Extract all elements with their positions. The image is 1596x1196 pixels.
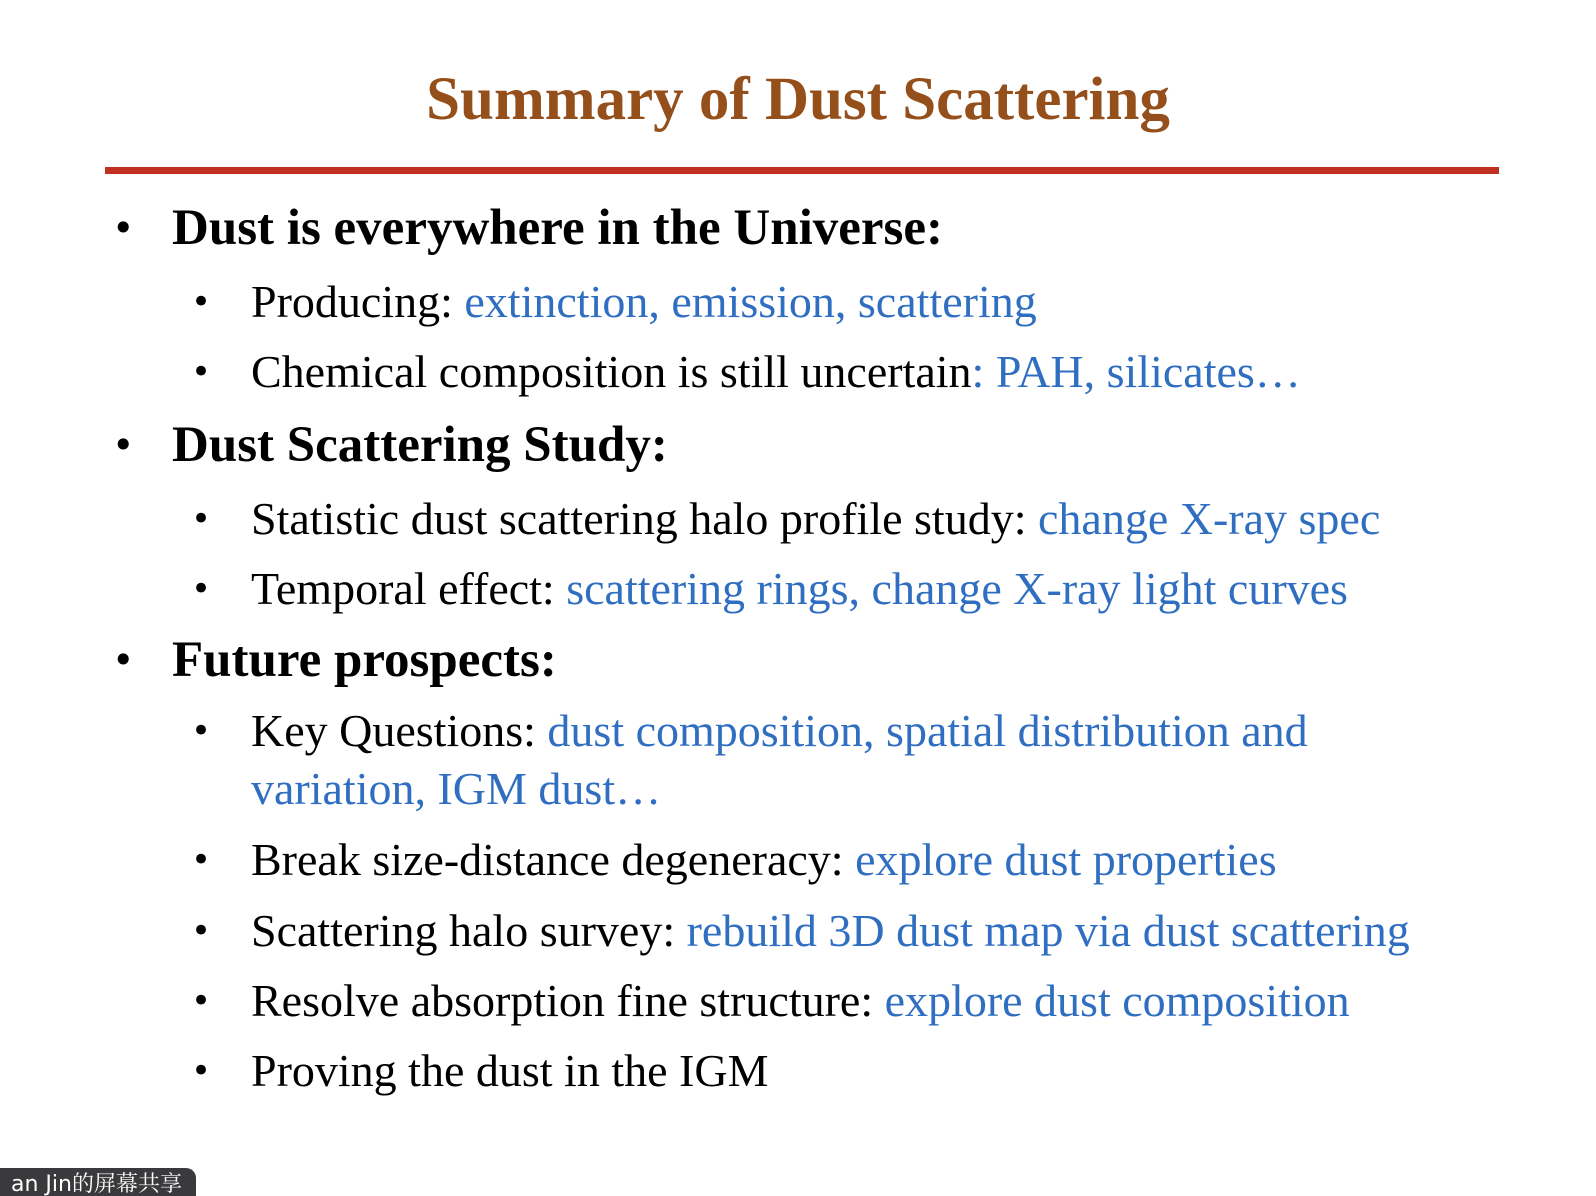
screen-share-indicator[interactable] [0, 1168, 196, 1196]
list-item-temporal-effect [191, 561, 1348, 617]
bullet-icon: • [112, 638, 135, 682]
bullet-icon: • [191, 569, 212, 609]
bullet-icon: • [191, 911, 212, 951]
item-highlight: extinction, emission, scattering [464, 276, 1037, 327]
bullet-icon: • [112, 423, 135, 467]
list-item-statistic-halo [191, 491, 1381, 547]
item-highlight: scattering rings, change X-ray light curves [566, 563, 1348, 614]
bullet-icon: • [191, 282, 212, 322]
bullet-icon: • [191, 1051, 212, 1091]
list-item-key-questions [191, 703, 1308, 759]
item-label: Resolve absorption fine structure: [251, 975, 885, 1026]
slide-title: Summary of Dust Scattering [426, 66, 1170, 133]
item-highlight: : PAH, silicates… [971, 346, 1301, 397]
list-item-absorption-fine-structure [191, 973, 1350, 1029]
section-heading-future-prospects: • Future prospects: [112, 632, 557, 688]
item-label: Statistic dust scattering halo profile study: [251, 493, 1038, 544]
item-highlight: dust composition, spatial distribution and [547, 705, 1308, 756]
section-heading-dust-scattering-study: • Dust Scattering Study: [112, 417, 668, 473]
title-divider [105, 167, 1499, 174]
bullet-icon: • [191, 352, 212, 392]
item-label: Proving the dust in the IGM [251, 1045, 769, 1096]
list-item-halo-survey [191, 903, 1410, 959]
item-label: Producing: [251, 276, 465, 327]
bullet-icon: • [191, 981, 212, 1021]
list-item-igm-dust [191, 1043, 769, 1099]
list-item-chemical-composition [191, 344, 1301, 400]
bullet-icon: • [191, 499, 212, 539]
list-item-size-distance [191, 832, 1277, 888]
list-item-key-questions-continuation: variation, IGM dust… [251, 763, 662, 814]
section-heading-dust-everywhere: • Dust is everywhere in the Universe: [112, 200, 944, 256]
item-highlight: explore dust composition [884, 975, 1350, 1026]
item-highlight: explore dust properties [855, 834, 1277, 885]
item-label: Break size-distance degeneracy: [251, 834, 856, 885]
item-highlight: rebuild 3D dust map via dust scattering [686, 905, 1410, 956]
bullet-icon: • [191, 711, 212, 751]
item-highlight: change X-ray spec [1038, 493, 1381, 544]
bullet-icon: • [191, 840, 212, 880]
screen-share-label: an Jin的屏幕共享 [11, 1172, 182, 1196]
item-label: Temporal effect: [251, 563, 567, 614]
bullet-icon: • [112, 206, 135, 250]
item-label: Key Questions: [251, 705, 548, 756]
item-label: Chemical composition is still uncertain [251, 346, 972, 397]
list-item-producing [191, 274, 1037, 330]
item-label: Scattering halo survey: [251, 905, 687, 956]
